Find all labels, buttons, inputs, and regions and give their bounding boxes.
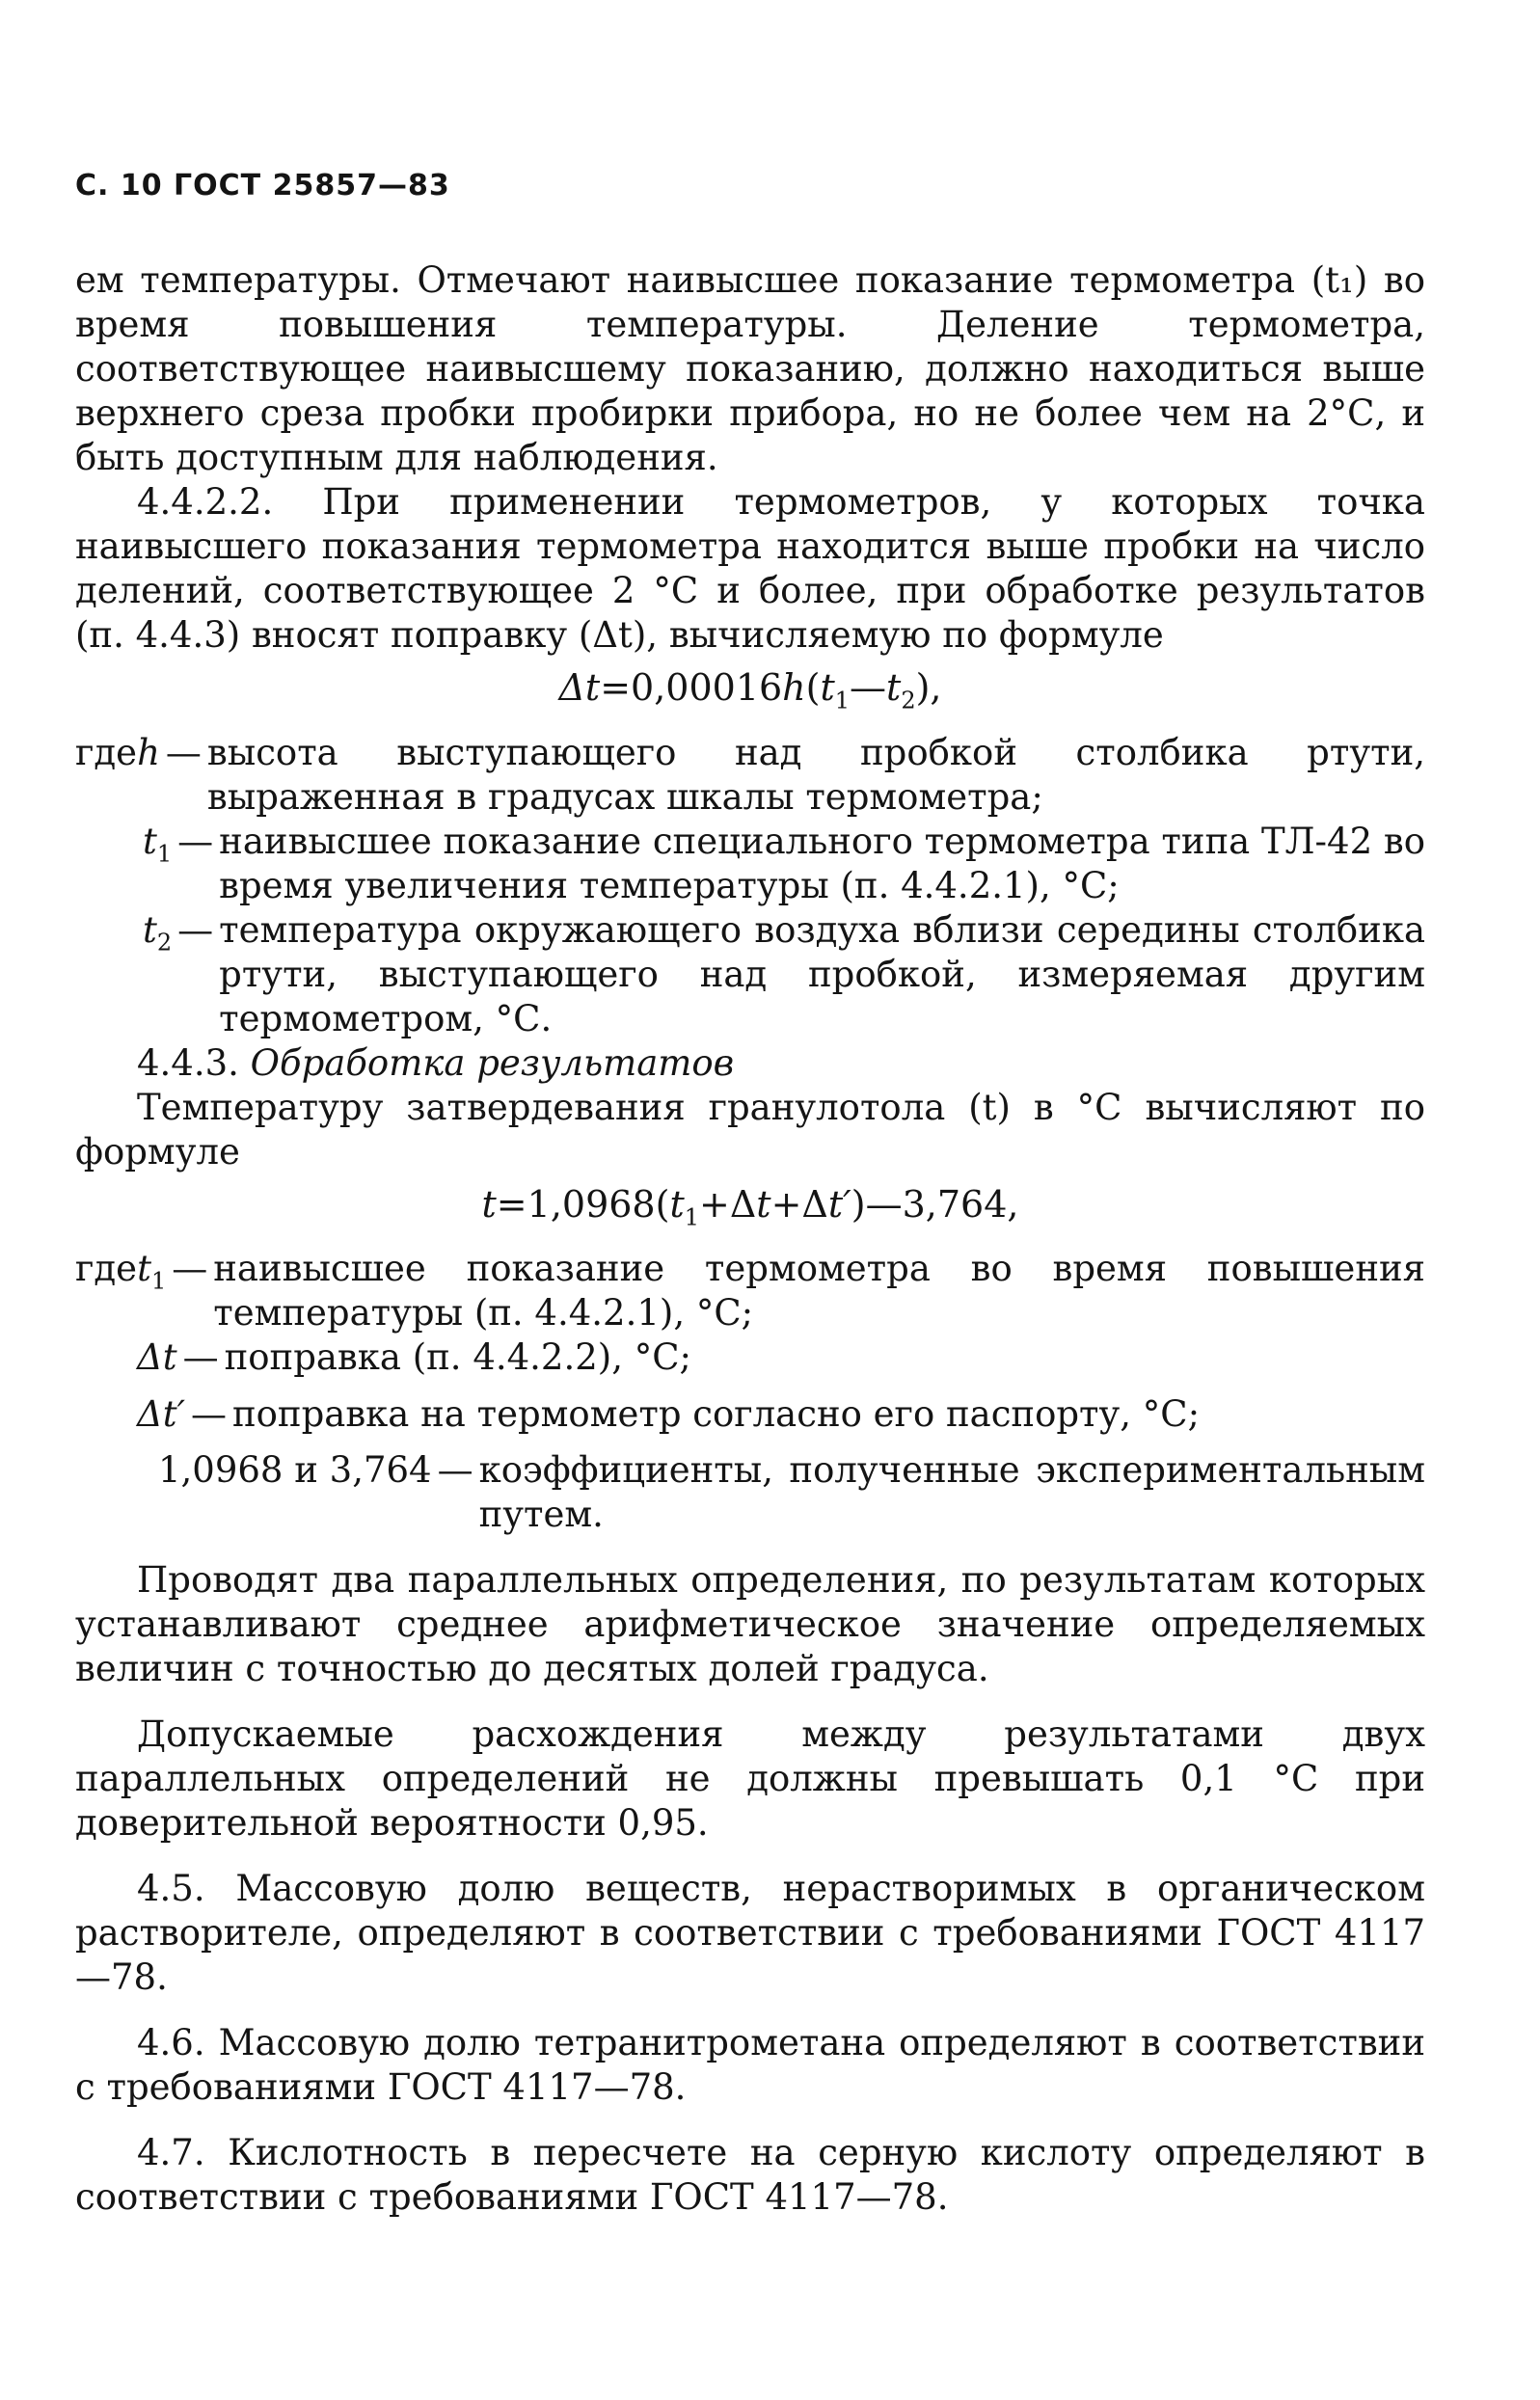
- paragraph-intro: ем температуры. Отмечают наивысшее показание термометра (t₁) во время повышения температуры. Деление термометра, соответствующее наивысшему показанию, должно находиться выше верхнего среза пробки пробирки прибора, но не более чем на 2°С, и быть доступным для наблюдения.: [75, 259, 1425, 478]
- where-dash: —: [172, 1248, 208, 1290]
- where-dash: —: [191, 1392, 227, 1435]
- formula-t1: t: [820, 666, 835, 709]
- formula-lhs: Δt: [558, 666, 601, 709]
- formula-coefficient: =0,00016: [600, 666, 783, 709]
- where-list-1: [75, 731, 1425, 1041]
- formula-t-correction: t: [756, 1182, 771, 1226]
- paragraph-4-5: 4.5. Массовую долю веществ, нерастворимых в органическом растворителе, определяют в соответствии с требованиями ГОСТ 4117—78.: [75, 1867, 1425, 1998]
- formula-tail: )—3,764,: [851, 1182, 1019, 1226]
- where-item: [75, 1247, 1425, 1335]
- where-dash: —: [182, 1336, 219, 1379]
- formula-plus-delta-2: +Δ: [770, 1182, 828, 1226]
- where-item: [75, 1448, 1425, 1537]
- where-symbol: h: [137, 731, 160, 773]
- where-item: [75, 1335, 1425, 1391]
- formula-t1-sub: 1: [684, 1203, 699, 1231]
- where-dash: —: [165, 731, 202, 773]
- where-lead: где: [75, 1248, 138, 1290]
- where-definition: коэффициенты, полученные экспериментальным путем.: [478, 1448, 1425, 1535]
- where-definition: наивысшее показание специального термометра типа ТЛ-42 во время увеличения температуры (п. 4.4.2.1), °С;: [219, 820, 1426, 906]
- paragraph-4-6: 4.6. Массовую долю тетранитрометана определяют в соответствии с требованиями ГОСТ 4117—78.: [75, 2021, 1425, 2108]
- formula-minus: —: [850, 666, 887, 709]
- document-page: [75, 164, 1425, 2220]
- where-definition: температура окружающего воздуха вблизи середины столбика ртути, выступающего над пробкой, измеряемая другим термометром, °С.: [219, 908, 1425, 1039]
- where-item: [75, 908, 1425, 1041]
- formula-t2: t: [886, 666, 902, 709]
- where-dash: —: [177, 820, 214, 862]
- paragraph-4-7: 4.7. Кислотность в пересчете на серную кислоту определяют в соответствии с требованиями ГОСТ 4117—78.: [75, 2131, 1425, 2218]
- where-list-2: [75, 1247, 1425, 1537]
- where-definition: поправка на термометр согласно его паспорту, °С;: [232, 1392, 1201, 1435]
- section-title: Обработка результатов: [250, 1041, 735, 1084]
- where-symbol: $t_2$: [143, 908, 173, 956]
- paragraph-parallel: Проводят два параллельных определения, по результатам которых устанавливают среднее арифметическое значение определяемых величин с точностью до десятых долей градуса.: [75, 1558, 1425, 1689]
- where-dash: —: [437, 1448, 473, 1491]
- paragraph-4-4-3: Температуру затвердевания гранулотола (t) в °С вычисляют по формуле: [75, 1086, 1425, 1173]
- where-symbol: $t_1$: [143, 820, 173, 867]
- formula-lhs: t: [481, 1182, 497, 1226]
- formula-t1: t: [669, 1182, 685, 1226]
- formula-coefficient: =1,0968(: [496, 1182, 670, 1226]
- where-symbol: $t_1$: [137, 1248, 167, 1295]
- where-item: [75, 731, 1425, 820]
- where-definition: высота выступающего над пробкой столбика ртути, выраженная в градусах шкалы термометра;: [206, 731, 1425, 818]
- formula-delta-t: [75, 665, 1425, 723]
- formula-plus-delta: +Δ: [699, 1182, 757, 1226]
- where-symbol: Δt: [137, 1336, 177, 1379]
- formula-h: h: [782, 666, 806, 709]
- paragraph-4-4-2-2: 4.4.2.2. При применении термометров, у которых точка наивысшего показания термометра находится выше пробки на число делений, соответствующее 2 °С и более, при обработке результатов (п. 4.4.3) вносят поправку (Δt), вычисляемую по формуле: [75, 481, 1425, 656]
- formula-t-prime: t′: [827, 1182, 851, 1226]
- page-header: С. 10 ГОСТ 25857—83: [75, 169, 450, 202]
- where-item: [75, 1392, 1425, 1448]
- paragraph-tolerance: Допускаемые расхождения между результатами двух параллельных определений не должны превышать 0,1 °С при доверительной вероятности 0,95.: [75, 1712, 1425, 1844]
- formula-t2-sub: 2: [901, 687, 916, 715]
- where-item: [75, 820, 1425, 908]
- formula-open: (: [805, 666, 821, 709]
- formula-t1-sub: 1: [834, 687, 851, 715]
- where-definition: поправка (п. 4.4.2.2), °С;: [224, 1336, 692, 1379]
- where-symbol: Δt′: [137, 1392, 185, 1435]
- section-number: 4.4.3.: [137, 1041, 239, 1084]
- where-symbol: 1,0968 и 3,764: [158, 1448, 432, 1491]
- where-lead: где: [75, 731, 138, 773]
- formula-close: ),: [915, 666, 942, 709]
- where-definition: наивысшее показание термометра во время повышения температуры (п. 4.4.2.1), °С;: [213, 1248, 1425, 1335]
- formula-temperature: [75, 1182, 1425, 1240]
- where-dash: —: [177, 908, 214, 951]
- section-heading-4-4-3: [75, 1041, 1425, 1086]
